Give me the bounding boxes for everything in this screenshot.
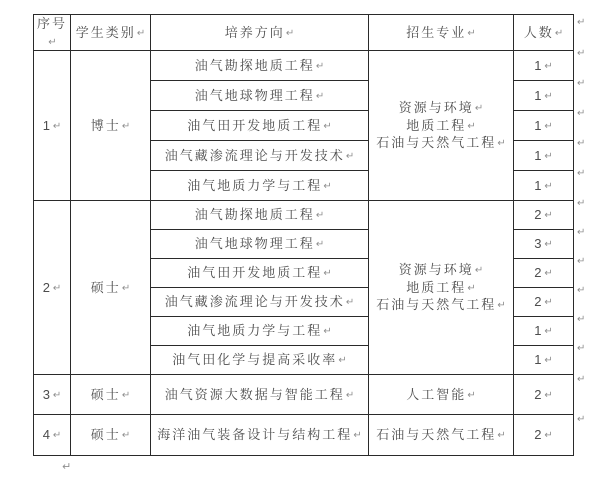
category-cell bbox=[71, 201, 151, 375]
header-count bbox=[514, 15, 574, 51]
category-cell bbox=[71, 415, 151, 456]
count-value: 1 bbox=[534, 352, 544, 368]
direction-value: 油气资源大数据与智能工程 bbox=[164, 386, 345, 402]
end-of-row-mark: ↵ bbox=[577, 198, 586, 209]
count-cell bbox=[514, 111, 574, 141]
cell-end-mark: ↵ bbox=[497, 138, 506, 150]
cell-end-mark: ↵ bbox=[345, 297, 355, 309]
category-value: 硕士 bbox=[90, 386, 121, 402]
serial-value: 4 bbox=[42, 427, 52, 443]
direction-value: 油气勘探地质工程 bbox=[194, 207, 315, 223]
cell-end-mark: ↵ bbox=[315, 90, 325, 102]
direction-cell bbox=[151, 201, 369, 230]
cell-end-mark: ↵ bbox=[544, 120, 553, 132]
direction-value: 油气藏渗流理论与开发技术 bbox=[164, 294, 345, 310]
cell-end-mark: ↵ bbox=[121, 430, 131, 442]
count-value: 2 bbox=[534, 386, 544, 402]
major-line: 资源与环境↵ bbox=[398, 262, 484, 278]
cell-end-mark: ↵ bbox=[121, 282, 131, 294]
serial-cell bbox=[34, 201, 71, 375]
end-of-row-mark: ↵ bbox=[577, 414, 586, 425]
cell-end-mark: ↵ bbox=[467, 389, 476, 401]
count-value: 1 bbox=[534, 117, 544, 133]
direction-value: 油气田化学与提高采收率 bbox=[172, 352, 338, 368]
cell-end-mark: ↵ bbox=[474, 265, 484, 277]
cell-end-mark: ↵ bbox=[323, 180, 332, 192]
direction-cell bbox=[151, 288, 369, 317]
cell-end-mark: ↵ bbox=[467, 27, 476, 39]
header-serial-label: 序号 bbox=[36, 16, 67, 31]
direction-cell bbox=[151, 415, 369, 456]
major-line: 石油与天然气工程↵ bbox=[376, 135, 506, 151]
end-of-row-mark: ↵ bbox=[577, 314, 586, 325]
cell-end-mark: ↵ bbox=[315, 60, 325, 72]
cell-end-mark: ↵ bbox=[323, 120, 332, 132]
count-value: 2 bbox=[534, 207, 544, 223]
header-category-label: 学生类别 bbox=[75, 24, 136, 40]
header-direction-label: 培养方向 bbox=[224, 24, 285, 40]
serial-value: 3 bbox=[42, 386, 52, 402]
major-cell bbox=[369, 415, 514, 456]
end-of-row-mark: ↵ bbox=[577, 256, 586, 267]
direction-cell bbox=[151, 141, 369, 171]
cell-end-mark: ↵ bbox=[353, 430, 362, 442]
table-row bbox=[34, 51, 574, 81]
cell-end-mark: ↵ bbox=[315, 210, 325, 222]
serial-cell bbox=[34, 415, 71, 456]
category-cell bbox=[71, 51, 151, 201]
header-count-label: 人数 bbox=[523, 24, 554, 40]
count-cell bbox=[514, 201, 574, 230]
count-cell bbox=[514, 288, 574, 317]
direction-value: 油气田开发地质工程 bbox=[187, 265, 323, 281]
direction-value: 油气勘探地质工程 bbox=[194, 57, 315, 73]
category-value: 硕士 bbox=[90, 427, 121, 443]
direction-cell bbox=[151, 230, 369, 259]
cell-end-mark: ↵ bbox=[52, 389, 62, 401]
table-header-row bbox=[34, 15, 574, 51]
count-cell bbox=[514, 259, 574, 288]
direction-cell bbox=[151, 81, 369, 111]
direction-cell bbox=[151, 346, 369, 375]
direction-value: 油气地质力学与工程 bbox=[187, 323, 323, 339]
table-row bbox=[34, 415, 574, 456]
table-row bbox=[34, 201, 574, 230]
direction-cell bbox=[151, 259, 369, 288]
count-value: 1 bbox=[534, 57, 544, 73]
cell-end-mark: ↵ bbox=[497, 430, 506, 442]
count-cell bbox=[514, 346, 574, 375]
category-cell bbox=[71, 375, 151, 415]
major-value: 人工智能 bbox=[406, 386, 467, 402]
cell-end-mark: ↵ bbox=[467, 282, 476, 294]
cell-end-mark: ↵ bbox=[544, 180, 553, 192]
cell-end-mark: ↵ bbox=[544, 60, 553, 72]
cell-end-mark: ↵ bbox=[345, 150, 355, 162]
end-of-row-mark: ↵ bbox=[577, 285, 586, 296]
direction-cell bbox=[151, 171, 369, 201]
count-value: 3 bbox=[534, 236, 544, 252]
cell-end-mark: ↵ bbox=[544, 355, 553, 367]
cell-end-mark: ↵ bbox=[121, 120, 131, 132]
cell-end-mark: ↵ bbox=[544, 90, 553, 102]
end-of-row-mark: ↵ bbox=[577, 138, 586, 149]
major-cell bbox=[369, 375, 514, 415]
end-of-row-mark: ↵ bbox=[577, 48, 586, 59]
count-cell bbox=[514, 51, 574, 81]
major-cell bbox=[369, 51, 514, 201]
major-value: 石油与天然气工程 bbox=[376, 427, 497, 443]
cell-end-mark: ↵ bbox=[544, 268, 553, 280]
direction-cell bbox=[151, 375, 369, 415]
end-of-row-mark: ↵ bbox=[577, 17, 586, 28]
cell-end-mark: ↵ bbox=[52, 430, 62, 442]
direction-value: 油气地球物理工程 bbox=[194, 236, 315, 252]
end-of-row-mark: ↵ bbox=[577, 108, 586, 119]
count-cell bbox=[514, 81, 574, 111]
cell-end-mark: ↵ bbox=[544, 150, 553, 162]
direction-value: 油气藏渗流理论与开发技术 bbox=[164, 147, 345, 163]
serial-value: 1 bbox=[42, 117, 52, 133]
cell-end-mark: ↵ bbox=[467, 120, 476, 132]
end-of-row-mark: ↵ bbox=[577, 168, 586, 179]
cell-end-mark: ↵ bbox=[345, 389, 355, 401]
enrollment-table bbox=[33, 14, 574, 456]
major-line: 地质工程↵ bbox=[406, 279, 476, 295]
cell-end-mark: ↵ bbox=[544, 430, 553, 442]
count-value: 2 bbox=[534, 294, 544, 310]
count-value: 2 bbox=[534, 427, 544, 443]
cell-end-mark: ↵ bbox=[48, 36, 57, 48]
cell-end-mark: ↵ bbox=[544, 239, 553, 251]
count-value: 1 bbox=[534, 177, 544, 193]
cell-end-mark: ↵ bbox=[136, 27, 146, 39]
direction-value: 油气地质力学与工程 bbox=[187, 177, 323, 193]
end-of-row-mark: ↵ bbox=[577, 343, 586, 354]
header-category bbox=[71, 15, 151, 51]
header-major-label: 招生专业 bbox=[406, 24, 467, 40]
end-of-row-mark: ↵ bbox=[577, 78, 586, 89]
serial-value: 2 bbox=[42, 279, 52, 295]
direction-cell bbox=[151, 317, 369, 346]
category-value: 硕士 bbox=[90, 279, 121, 295]
count-value: 1 bbox=[534, 87, 544, 103]
direction-cell bbox=[151, 51, 369, 81]
cell-end-mark: ↵ bbox=[497, 300, 506, 312]
category-value: 博士 bbox=[90, 117, 121, 133]
direction-value: 油气田开发地质工程 bbox=[187, 117, 323, 133]
major-cell bbox=[369, 201, 514, 375]
count-cell bbox=[514, 317, 574, 346]
count-cell bbox=[514, 415, 574, 456]
count-cell bbox=[514, 375, 574, 415]
serial-cell bbox=[34, 51, 71, 201]
end-of-row-mark: ↵ bbox=[577, 227, 586, 238]
count-value: 1 bbox=[534, 147, 544, 163]
cell-end-mark: ↵ bbox=[315, 239, 325, 251]
major-line: 资源与环境↵ bbox=[398, 100, 484, 116]
table-row bbox=[34, 375, 574, 415]
cell-end-mark: ↵ bbox=[338, 355, 347, 367]
header-direction bbox=[151, 15, 369, 51]
cell-end-mark: ↵ bbox=[544, 297, 553, 309]
count-value: 2 bbox=[534, 265, 544, 281]
direction-value: 海洋油气装备设计与结构工程 bbox=[157, 427, 353, 443]
cell-end-mark: ↵ bbox=[285, 27, 295, 39]
serial-cell bbox=[34, 375, 71, 415]
header-serial bbox=[34, 15, 71, 51]
major-line: 地质工程↵ bbox=[406, 117, 476, 133]
cell-end-mark: ↵ bbox=[544, 326, 553, 338]
count-value: 1 bbox=[534, 323, 544, 339]
count-cell bbox=[514, 171, 574, 201]
header-major bbox=[369, 15, 514, 51]
paragraph-mark: ↵ bbox=[62, 461, 72, 473]
cell-end-mark: ↵ bbox=[52, 120, 62, 132]
cell-end-mark: ↵ bbox=[554, 27, 564, 39]
major-line: 石油与天然气工程↵ bbox=[376, 297, 506, 313]
direction-value: 油气地球物理工程 bbox=[194, 87, 315, 103]
cell-end-mark: ↵ bbox=[52, 282, 62, 294]
count-cell bbox=[514, 141, 574, 171]
direction-cell bbox=[151, 111, 369, 141]
cell-end-mark: ↵ bbox=[544, 389, 553, 401]
end-of-row-mark: ↵ bbox=[577, 374, 586, 385]
cell-end-mark: ↵ bbox=[544, 210, 553, 222]
cell-end-mark: ↵ bbox=[474, 103, 484, 115]
cell-end-mark: ↵ bbox=[323, 268, 332, 280]
cell-end-mark: ↵ bbox=[121, 389, 131, 401]
count-cell bbox=[514, 230, 574, 259]
cell-end-mark: ↵ bbox=[323, 326, 332, 338]
